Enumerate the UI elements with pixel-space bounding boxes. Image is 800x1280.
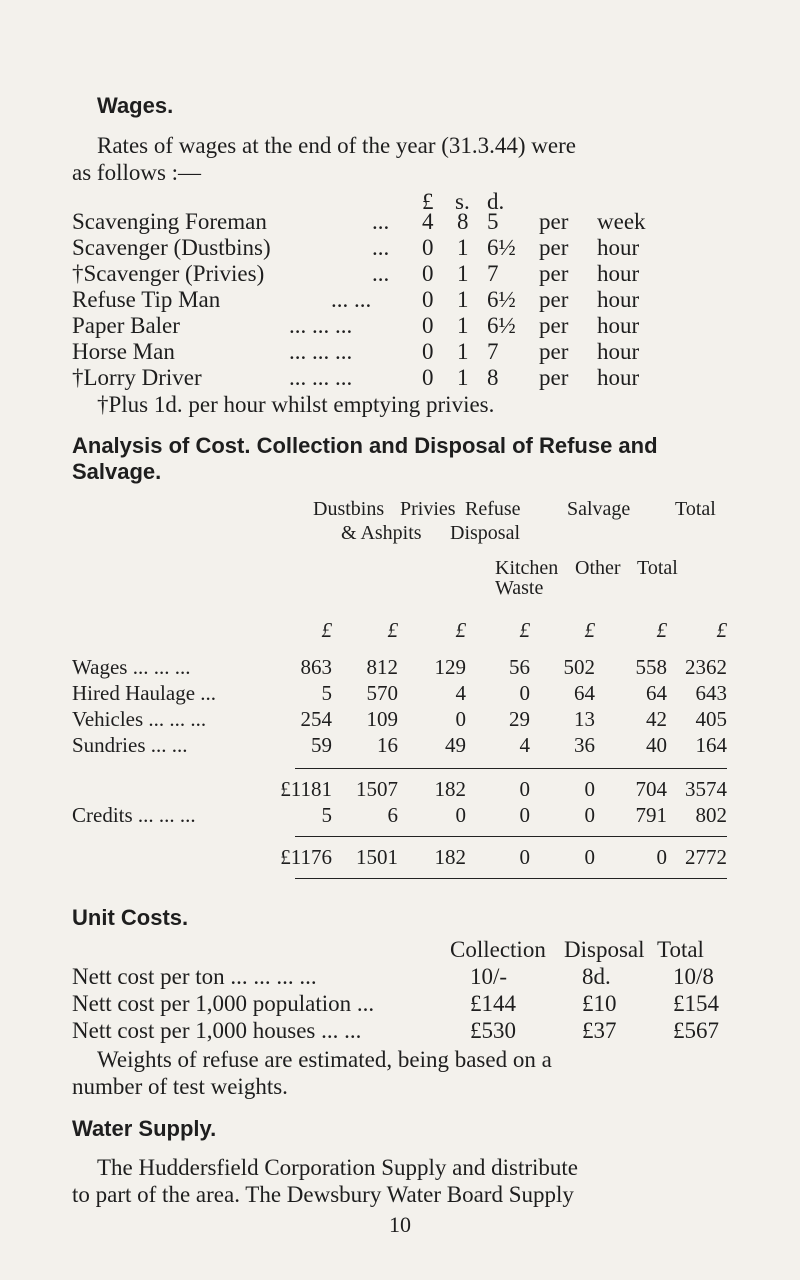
wage-dots: ... ... ... (289, 365, 353, 390)
wage-shillings: 1 (457, 365, 469, 390)
wage-shillings: 1 (457, 235, 469, 260)
unit-cost-label: Nett cost per 1,000 population ... (72, 991, 375, 1016)
cell-dustbins: 5 (321, 681, 332, 705)
unit-cost-total: £154 (673, 991, 719, 1016)
water-heading: Water Supply. (72, 1116, 217, 1141)
cell-kitchen-waste: 182 (434, 845, 466, 869)
cell-dustbins: 5 (321, 803, 332, 827)
col-shillings: s. (455, 189, 470, 214)
cell-refuse-total: 0 (584, 803, 595, 827)
cell-privies: 6 (387, 803, 398, 827)
unit-cost-collection: 10/- (470, 964, 508, 989)
currency-symbol: £ (519, 618, 530, 642)
cell-privies: 109 (366, 707, 398, 731)
cell-salvage: 40 (646, 733, 667, 757)
cell-total: 2772 (685, 845, 727, 869)
wage-unit: hour (597, 261, 640, 286)
wage-pence: 6½ (487, 287, 516, 312)
unit-cost-collection: £144 (470, 991, 516, 1016)
wage-pounds: 0 (422, 365, 434, 390)
currency-symbol: £ (387, 618, 398, 642)
cell-salvage: 704 (635, 777, 667, 801)
wage-dots: ... (372, 261, 390, 286)
subtotal-rule (295, 768, 727, 769)
cell-total: 643 (695, 681, 727, 705)
unit-cost-total: £567 (673, 1018, 719, 1043)
header-kitchen: Kitchen (495, 557, 559, 579)
cell-total: 802 (695, 803, 727, 827)
wage-job: Horse Man (72, 339, 175, 364)
cell-privies: 1507 (356, 777, 398, 801)
row-label: Sundries ... ... (72, 733, 188, 757)
currency-symbol: £ (455, 618, 466, 642)
page-number: 10 (389, 1212, 411, 1237)
unit-cost-total: 10/8 (673, 964, 714, 989)
cell-dustbins: 254 (300, 707, 332, 731)
wage-dots: ... ... ... (289, 313, 353, 338)
water-line1: The Huddersfield Corporation Supply and distribute (97, 1155, 579, 1180)
wage-dots: ... ... ... (289, 339, 353, 364)
row-label: Hired Haulage ... (72, 681, 217, 705)
wage-unit: week (597, 209, 646, 234)
cell-refuse-total: 13 (574, 707, 595, 731)
currency-symbol: £ (584, 618, 595, 642)
wage-pounds: 0 (422, 261, 434, 286)
cell-kitchen-waste: 0 (455, 803, 466, 827)
cell-salvage: 791 (635, 803, 667, 827)
wages-intro-line2: as follows :— (72, 160, 202, 185)
cell-other: 4 (519, 733, 530, 757)
wage-pounds: 0 (422, 235, 434, 260)
cell-kitchen-waste: 49 (445, 733, 466, 757)
wage-unit: hour (597, 313, 640, 338)
unit-header-collection: Collection (450, 937, 546, 962)
header-privies: Privies (400, 498, 456, 520)
cell-kitchen-waste: 0 (455, 707, 466, 731)
cell-privies: 16 (377, 733, 398, 757)
analysis-heading-line1: Analysis of Cost. Collection and Disposal of Refuse and (72, 433, 658, 458)
header-waste: Waste (495, 577, 544, 599)
wage-job: Paper Baler (72, 313, 180, 338)
cell-dustbins: £1181 (280, 777, 332, 801)
header-ashpits: & Ashpits (341, 522, 422, 544)
cell-privies: 570 (366, 681, 398, 705)
wage-shillings: 1 (457, 313, 469, 338)
cell-salvage: 42 (646, 707, 667, 731)
cell-other: 0 (519, 777, 530, 801)
wage-pence: 7 (487, 339, 499, 364)
row-label: Vehicles ... ... ... (72, 707, 207, 731)
unit-header-disposal: Disposal (564, 937, 645, 962)
wage-shillings: 1 (457, 287, 469, 312)
currency-symbol: £ (716, 618, 727, 642)
cell-kitchen-waste: 4 (455, 681, 466, 705)
cell-salvage: 64 (646, 681, 667, 705)
wage-dots: ... (372, 209, 390, 234)
header-refuse: Refuse (465, 498, 521, 520)
wage-per: per (539, 209, 569, 234)
cell-salvage: 0 (656, 845, 667, 869)
unit-cost-collection: £530 (470, 1018, 516, 1043)
row-label: Wages ... ... ... (72, 655, 191, 679)
wage-per: per (539, 287, 569, 312)
unit-cost-disposal: £10 (582, 991, 617, 1016)
unit-costs-note-line1: Weights of refuse are estimated, being based on a (97, 1047, 552, 1072)
wage-pence: 6½ (487, 313, 516, 338)
unit-cost-label: Nett cost per ton ... ... ... ... (72, 964, 317, 989)
unit-costs-heading: Unit Costs. (72, 905, 189, 930)
header-other: Other (575, 557, 621, 579)
wage-unit: hour (597, 365, 640, 390)
wages-intro-line1: Rates of wages at the end of the year (31.3.44) were (97, 133, 576, 158)
wage-pence: 6½ (487, 235, 516, 260)
cell-kitchen-waste: 182 (434, 777, 466, 801)
water-line2: to part of the area. The Dewsbury Water Board Supply (72, 1182, 574, 1207)
wage-dots: ... (372, 235, 390, 260)
row-label: Credits ... ... ... (72, 803, 196, 827)
cell-total: 164 (695, 733, 727, 757)
cell-refuse-total: 502 (563, 655, 595, 679)
cell-other: 56 (509, 655, 530, 679)
cell-kitchen-waste: 129 (434, 655, 466, 679)
wage-pounds: 4 (422, 209, 434, 234)
unit-cost-disposal: £37 (582, 1018, 617, 1043)
cell-refuse-total: 0 (584, 777, 595, 801)
cell-other: 29 (509, 707, 530, 731)
wage-shillings: 1 (457, 261, 469, 286)
wage-per: per (539, 235, 569, 260)
wages-heading: Wages. (97, 93, 174, 118)
cell-salvage: 558 (635, 655, 667, 679)
cell-dustbins: 59 (311, 733, 332, 757)
wage-unit: hour (597, 235, 640, 260)
unit-cost-disposal: 8d. (582, 964, 611, 989)
header-dustbins: Dustbins (313, 498, 385, 520)
wage-dots: ... ... (331, 287, 372, 312)
unit-costs-note-line2: number of test weights. (72, 1074, 288, 1099)
wage-pence: 8 (487, 365, 499, 390)
cell-total: 405 (695, 707, 727, 731)
unit-header-total: Total (657, 937, 704, 962)
wage-per: per (539, 339, 569, 364)
header-subtotal: Total (637, 557, 678, 579)
header-salvage: Salvage (567, 498, 631, 520)
analysis-heading-line2: Salvage. (72, 459, 162, 484)
cell-other: 0 (519, 681, 530, 705)
wage-per: per (539, 365, 569, 390)
col-pence: d. (487, 189, 505, 214)
header-total: Total (675, 498, 716, 520)
currency-symbol: £ (321, 618, 332, 642)
final-rule (295, 878, 727, 879)
net-rule (295, 836, 727, 837)
wage-pence: 7 (487, 261, 499, 286)
cell-refuse-total: 64 (574, 681, 595, 705)
wage-job: Scavenger (Dustbins) (72, 235, 271, 260)
wage-job: †Lorry Driver (72, 365, 202, 390)
wage-pounds: 0 (422, 287, 434, 312)
wage-per: per (539, 313, 569, 338)
currency-symbol: £ (656, 618, 667, 642)
cell-privies: 1501 (356, 845, 398, 869)
wage-unit: hour (597, 339, 640, 364)
wage-job: †Scavenger (Privies) (72, 261, 265, 286)
wage-pounds: 0 (422, 339, 434, 364)
cell-dustbins: £1176 (280, 845, 332, 869)
cell-refuse-total: 0 (584, 845, 595, 869)
cell-refuse-total: 36 (574, 733, 595, 757)
wage-pounds: 0 (422, 313, 434, 338)
wage-job: Refuse Tip Man (72, 287, 221, 312)
cell-dustbins: 863 (300, 655, 332, 679)
cell-privies: 812 (366, 655, 398, 679)
wage-shillings: 8 (457, 209, 469, 234)
wage-shillings: 1 (457, 339, 469, 364)
wage-pence: 5 (487, 209, 499, 234)
wage-unit: hour (597, 287, 640, 312)
col-pounds: £ (422, 189, 434, 214)
cell-total: 3574 (685, 777, 727, 801)
header-disposal: Disposal (450, 522, 520, 544)
wages-footnote: †Plus 1d. per hour whilst emptying privies. (97, 392, 495, 417)
wage-per: per (539, 261, 569, 286)
wage-job: Scavenging Foreman (72, 209, 267, 234)
cell-total: 2362 (685, 655, 727, 679)
unit-cost-label: Nett cost per 1,000 houses ... ... (72, 1018, 362, 1043)
cell-other: 0 (519, 803, 530, 827)
cell-other: 0 (519, 845, 530, 869)
